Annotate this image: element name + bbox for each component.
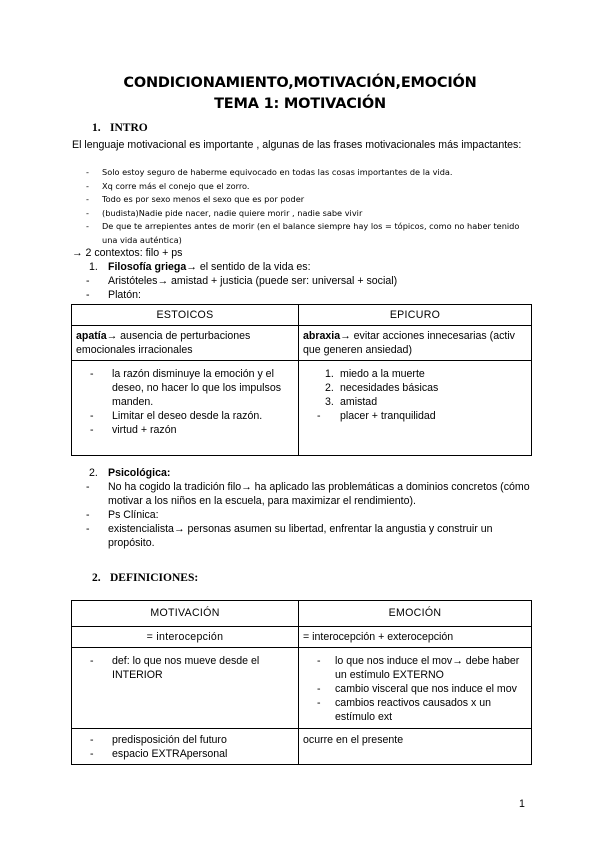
epicurus-item: 1. miedo a la muerte	[325, 368, 425, 380]
psych-list	[72, 480, 532, 550]
document-subtitle: TEMA 1: MOTIVACIÓN	[214, 96, 386, 112]
epicurus-items-cell	[299, 361, 532, 456]
philosophy-table	[71, 304, 532, 456]
quote-item: - Solo estoy seguro de haberme equivocado en todas las cosas importantes de la vida.	[72, 166, 527, 180]
psych-label: Psicológica:	[108, 467, 171, 479]
emotion-item: - cambios reactivos causados x un estímulo ext	[303, 696, 521, 724]
psych-list-item: - No ha cogido la tradición filo→ ha aplicado las problemáticas a dominios concretos (cómo motivar a los niños en la escuela, para maximizar el rendimiento).	[72, 480, 532, 508]
psych-list-item: - Ps Clínica:	[72, 508, 532, 522]
motivation-row1: = interocepción	[72, 627, 299, 648]
table-header-stoics: ESTOICOS	[72, 305, 299, 326]
emotion-row2-cell	[299, 648, 532, 729]
table-header-motivation: MOTIVACIÓN	[72, 601, 299, 627]
section-2-number: 2.	[92, 572, 101, 584]
page-number: 1	[519, 798, 525, 810]
motivation-item: - espacio EXTRApersonal	[76, 747, 294, 761]
epicurus-item: 3. amistad	[325, 396, 378, 408]
motivation-row2-cell	[72, 648, 299, 729]
stoics-term: apatía	[76, 330, 107, 342]
table-header-epicurus: EPICURO	[299, 305, 532, 326]
epicurus-definition-cell	[299, 326, 532, 361]
greek-label: Filosofía griega	[108, 261, 187, 273]
stoics-item: - Limitar el deseo desde la razón.	[76, 409, 288, 423]
quote-item: - Xq corre más el conejo que el zorro.	[72, 180, 527, 194]
section-2-heading: DEFINICIONES:	[110, 572, 199, 584]
psych-list-item: - existencialista→ personas asumen su libertad, enfrentar la angustia y construir un propósito.	[72, 522, 532, 550]
greek-list	[72, 274, 532, 302]
epicurus-term: abraxia	[303, 330, 341, 342]
section-1-number: 1.	[92, 122, 101, 134]
table-header-emotion: EMOCIÓN	[299, 601, 532, 627]
emotion-row1: = interocepción + exterocepción	[299, 627, 532, 648]
greek-number: 1.	[89, 261, 98, 273]
quotes-list	[72, 166, 527, 247]
epicurus-item: 2. necesidades básicas	[325, 382, 439, 394]
stoics-item: - virtud + razón	[76, 423, 288, 437]
greek-list-item: - Aristóteles→ amistad + justicia (puede ser: universal + social)	[72, 274, 532, 288]
quote-item: - De que te arrepientes antes de morir (en el balance siempre hay los = tópicos, como no haber tenido una vida auténtica)	[72, 220, 527, 247]
motivation-row3-cell	[72, 729, 299, 765]
definitions-table	[71, 600, 532, 765]
document-title: CONDICIONAMIENTO,MOTIVACIÓN,EMOCIÓN	[123, 75, 477, 91]
stoics-item: - la razón disminuye la emoción y el deseo, no hacer lo que los impulsos manden.	[76, 367, 288, 409]
stoics-items-cell	[72, 361, 299, 456]
epicurus-extra: - placer + tranquilidad	[303, 409, 527, 423]
emotion-item: - lo que nos induce el mov→ debe haber un estímulo EXTERNO	[303, 654, 521, 682]
emotion-row3: ocurre en el presente	[299, 729, 532, 765]
contexts-line: → 2 contextos: filo + ps	[72, 247, 183, 259]
stoics-definition-cell	[72, 326, 299, 361]
quote-item: - Todo es por sexo menos el sexo que es por poder	[72, 193, 527, 207]
section-1-heading: INTRO	[110, 122, 148, 134]
motivation-item: - predisposición del futuro	[76, 733, 294, 747]
motivation-item: - def: lo que nos mueve desde el INTERIOR	[76, 654, 284, 682]
epicurus-definition: → evitar acciones innecesarias (activ que generen ansiedad)	[303, 330, 515, 356]
emotion-item: - cambio visceral que nos induce el mov	[303, 682, 521, 696]
stoics-definition: → ausencia de perturbaciones emocionales irracionales	[76, 330, 251, 356]
greek-list-item: - Platón:	[72, 288, 532, 302]
quote-item: - (budista)Nadie pide nacer, nadie quiere morir , nadie sabe vivir	[72, 207, 527, 221]
greek-description: → el sentido de la vida es:	[186, 261, 311, 273]
psych-number: 2.	[89, 467, 98, 479]
intro-paragraph: El lenguaje motivacional es importante , algunas de las frases motivacionales más impactantes:	[72, 139, 522, 151]
